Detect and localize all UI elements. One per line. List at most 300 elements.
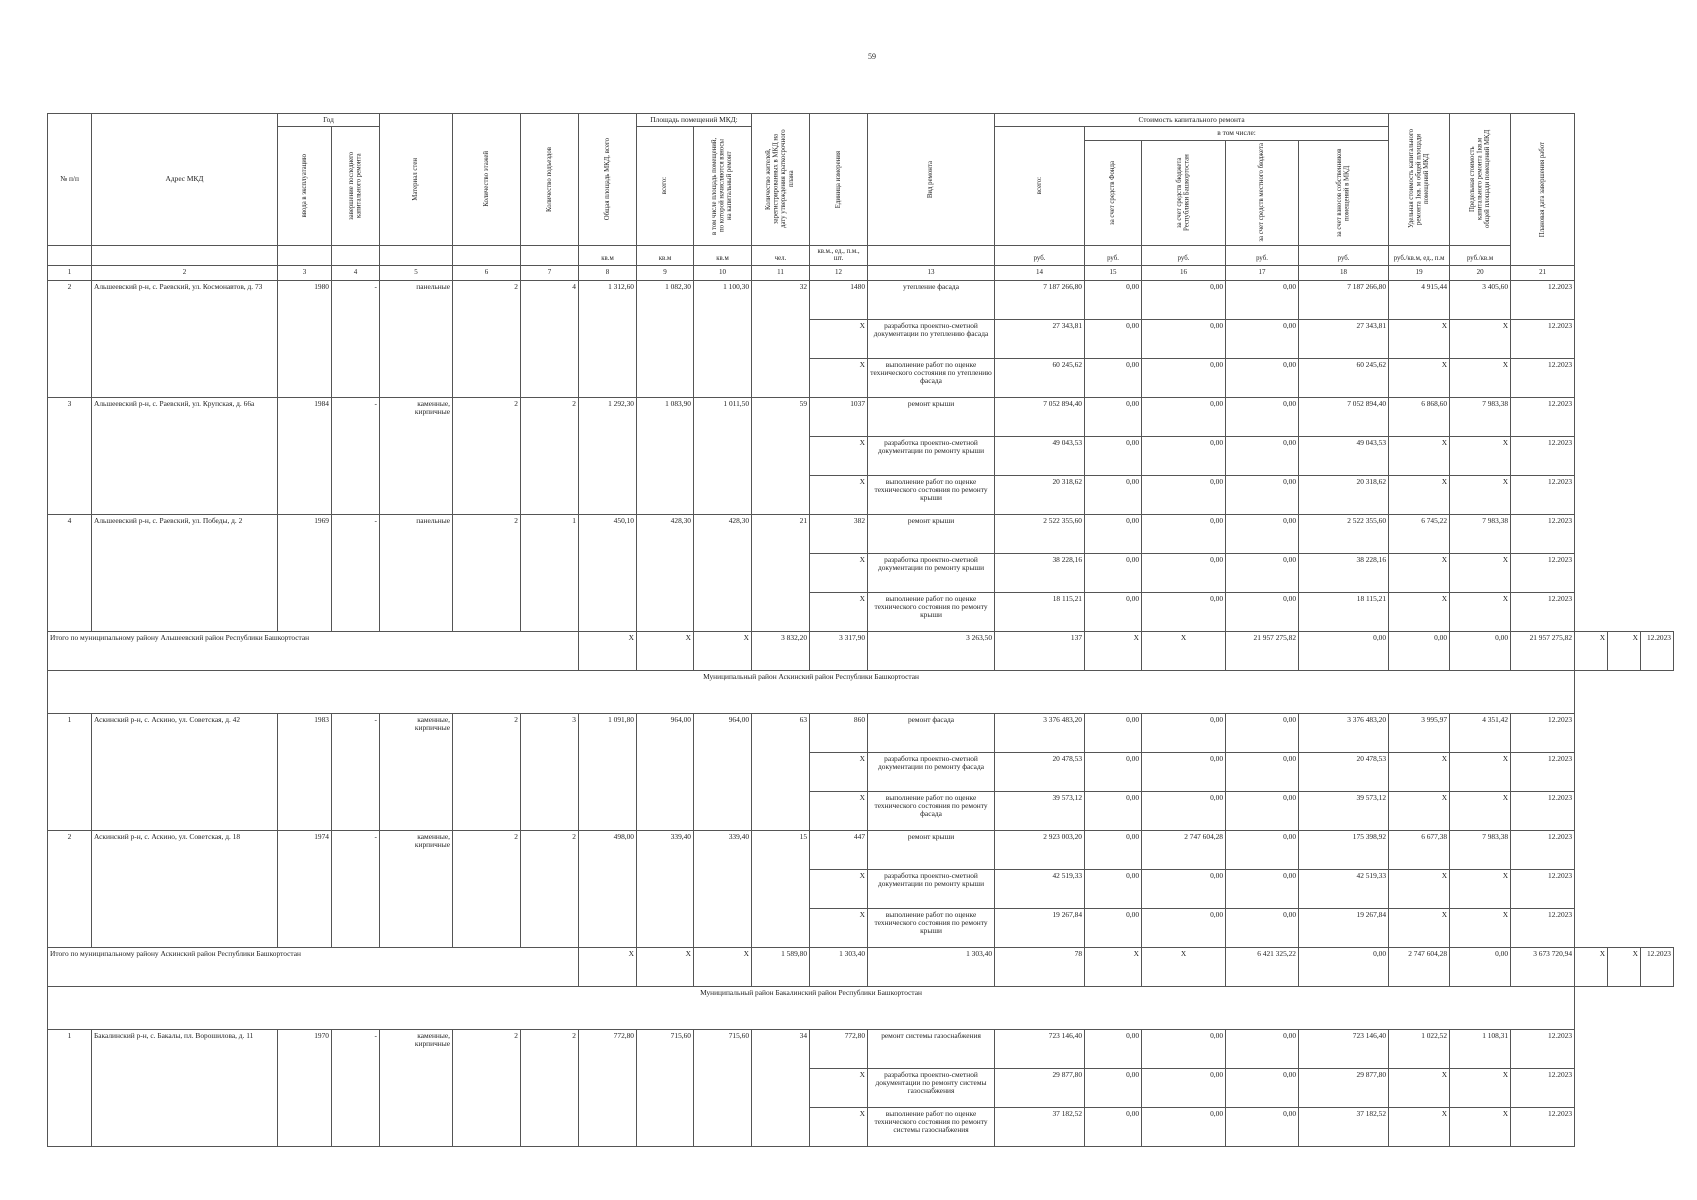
plan-date: 12.2023 (1511, 752, 1575, 791)
unit-cell: чел. (752, 245, 810, 265)
column-number: 21 (1511, 265, 1575, 280)
cost-owners: 39 573,12 (1299, 791, 1389, 830)
entrances: 2 (521, 1029, 579, 1146)
cost-owners: 7 052 894,40 (1299, 397, 1389, 436)
entrances: 2 (521, 397, 579, 514)
unit-cell (48, 245, 92, 265)
col-cost-republic-header: за счет средств бюджета Республики Башкортостан (1142, 140, 1226, 245)
plan-date: 12.2023 (1511, 553, 1575, 592)
house-address: Бакалинский р-н, с. Бакалы, пл. Ворошилова, д. 11 (92, 1029, 278, 1146)
unit-value: X (810, 319, 868, 358)
unit-value: X (810, 869, 868, 908)
cost-owners: 175 398,92 (1299, 830, 1389, 869)
col-premises-group-header: Площадь помещений МКД: (637, 114, 752, 127)
residents: 63 (752, 713, 810, 830)
cost-fund: 0,00 (1085, 791, 1142, 830)
col-max-cost-header: Предельная стоимость капитального ремонта 1кв.м общей площади помещений МКД (1450, 114, 1511, 246)
max-cost: 7 983,38 (1450, 830, 1511, 869)
col-incl-header: в том числе: (1085, 127, 1389, 140)
year-last-repair: - (332, 514, 380, 631)
house-address: Альшеевский р-н, с. Раевский, ул. Крупская, д. 66а (92, 397, 278, 514)
unit-cost: X (1389, 592, 1450, 631)
unit-cell (332, 245, 380, 265)
house-row (48, 830, 1674, 869)
plan-date: 12.2023 (1511, 1107, 1575, 1146)
unit-value: X (810, 553, 868, 592)
wall-material: каменные, кирпичные (380, 397, 453, 514)
cost-republic: 0,00 (1142, 1068, 1226, 1107)
cost-total: 60 245,62 (995, 358, 1085, 397)
repair-type: выполнение работ по оценке технического состояния по ремонту фасада (868, 791, 995, 830)
premises-contrib: 428,30 (694, 514, 752, 631)
cost-total: 6 421 325,22 (1226, 947, 1299, 986)
cost-local: 0,00 (1226, 869, 1299, 908)
cost-republic: 0,00 (1142, 869, 1226, 908)
cost-local: 0,00 (1226, 514, 1299, 553)
residents: 15 (752, 830, 810, 947)
district-total-label: Итого по муниципальному району Альшеевский район Республики Башкортостан (48, 631, 579, 670)
repair-type: выполнение работ по оценке технического состояния по утеплению фасада (868, 358, 995, 397)
year-commission: 1970 (278, 1029, 332, 1146)
col-premises-contrib-header: в том числе площадь помещений, по которой начисляются взносы на капитальный ремонт (694, 127, 752, 245)
unit-cell (453, 245, 521, 265)
entrances: 1 (521, 514, 579, 631)
cost-republic: 0,00 (1142, 1029, 1226, 1068)
cost-republic: 0,00 (1142, 908, 1226, 947)
unit-value: 382 (810, 514, 868, 553)
row-number: 1 (48, 1029, 92, 1146)
plan-date: 12.2023 (1641, 631, 1674, 670)
premises-contrib: 964,00 (694, 713, 752, 830)
house-address: Альшеевский р-н, с. Раевский, ул. Космонавтов, д. 73 (92, 280, 278, 397)
repair-type: ремонт крыши (868, 830, 995, 869)
plan-date: 12.2023 (1511, 713, 1575, 752)
year-last-repair: - (332, 1029, 380, 1146)
cost-fund: 0,00 (1085, 1107, 1142, 1146)
cost-total: 39 573,12 (995, 791, 1085, 830)
cost-owners: 37 182,52 (1299, 1107, 1389, 1146)
cost-total: 3 376 483,20 (995, 713, 1085, 752)
column-number: 18 (1299, 265, 1389, 280)
column-number: 16 (1142, 265, 1226, 280)
cost-owners: 3 376 483,20 (1299, 713, 1389, 752)
unit-value: X (810, 791, 868, 830)
premises-total: 428,30 (637, 514, 694, 631)
cost-total: 21 957 275,82 (1226, 631, 1299, 670)
column-number: 12 (810, 265, 868, 280)
unit-cost: X (1389, 791, 1450, 830)
total-area: 3 832,20 (752, 631, 810, 670)
unit-cost: 4 915,44 (1389, 280, 1450, 319)
entrances: 4 (521, 280, 579, 397)
district-section-row (48, 670, 1674, 713)
column-number-row (48, 265, 1674, 280)
cost-local: 0,00 (1226, 713, 1299, 752)
plan-date: 12.2023 (1641, 947, 1674, 986)
unit-cell (380, 245, 453, 265)
wall-material: X (694, 631, 752, 670)
cost-total: 723 146,40 (995, 1029, 1085, 1068)
column-number: 9 (637, 265, 694, 280)
column-number: 10 (694, 265, 752, 280)
district-section-title: Муниципальный район Бакалинский район Республики Башкортостан (48, 986, 1575, 1029)
cost-fund: 0,00 (1085, 830, 1142, 869)
plan-date: 12.2023 (1511, 592, 1575, 631)
cost-local: 0,00 (1226, 553, 1299, 592)
unit-cost: 6 868,60 (1389, 397, 1450, 436)
max-cost: 7 983,38 (1450, 397, 1511, 436)
plan-date: 12.2023 (1511, 514, 1575, 553)
cost-total: 37 182,52 (995, 1107, 1085, 1146)
plan-date: 12.2023 (1511, 358, 1575, 397)
unit-cell: руб. (1299, 245, 1389, 265)
year-commission: X (579, 947, 637, 986)
cost-local: 0,00 (1226, 280, 1299, 319)
cost-local: 0,00 (1226, 319, 1299, 358)
unit-cost: X (1389, 1068, 1450, 1107)
plan-date: 12.2023 (1511, 830, 1575, 869)
plan-date: 12.2023 (1511, 1068, 1575, 1107)
cost-republic: 0,00 (1142, 791, 1226, 830)
col-wall-material-header: Материал стен (380, 114, 453, 246)
cost-owners: 20 318,62 (1299, 475, 1389, 514)
cost-total: 7 187 266,80 (995, 280, 1085, 319)
cost-local: 0,00 (1226, 1068, 1299, 1107)
floors: 2 (453, 830, 521, 947)
plan-date: 12.2023 (1511, 436, 1575, 475)
max-cost: X (1450, 752, 1511, 791)
col-floors-header: Количество этажей (453, 114, 521, 246)
repair-type: разработка проектно-сметной документации по ремонту крыши (868, 436, 995, 475)
unit-cost: X (1389, 752, 1450, 791)
max-cost: 7 983,38 (1450, 514, 1511, 553)
total-area: 1 312,60 (579, 280, 637, 397)
unit-cell (521, 245, 579, 265)
max-cost: X (1608, 947, 1641, 986)
row-number: 2 (48, 280, 92, 397)
cost-republic: 0,00 (1142, 713, 1226, 752)
page-number: 59 (868, 52, 876, 61)
plan-date: 12.2023 (1511, 280, 1575, 319)
cost-republic: 0,00 (1142, 319, 1226, 358)
cost-owners: 3 673 720,94 (1511, 947, 1575, 986)
unit-value: X (810, 908, 868, 947)
cost-local: 0,00 (1226, 436, 1299, 475)
year-commission: 1980 (278, 280, 332, 397)
wall-material: X (694, 947, 752, 986)
house-row (48, 514, 1674, 553)
unit-cost: X (1389, 553, 1450, 592)
max-cost: X (1450, 553, 1511, 592)
plan-date: 12.2023 (1511, 397, 1575, 436)
year-last-repair: X (637, 631, 694, 670)
cost-owners: 49 043,53 (1299, 436, 1389, 475)
cost-total: 38 228,16 (995, 553, 1085, 592)
repair-plan-table (47, 113, 1674, 1147)
unit-value: X (810, 436, 868, 475)
row-number: 3 (48, 397, 92, 514)
col-address-header: Адрес МКД (92, 114, 278, 246)
cost-republic: 0,00 (1142, 475, 1226, 514)
col-cost-fund-header: за счет средств Фонда (1085, 140, 1142, 245)
col-premises-total-header: всего: (637, 127, 694, 245)
cost-fund: 0,00 (1299, 631, 1389, 670)
cost-owners: 18 115,21 (1299, 592, 1389, 631)
wall-material: панельные (380, 280, 453, 397)
cost-total: 42 519,33 (995, 869, 1085, 908)
district-total-row (48, 947, 1674, 986)
cost-republic: 0,00 (1389, 631, 1450, 670)
residents: 32 (752, 280, 810, 397)
total-area: 1 292,30 (579, 397, 637, 514)
repair-type: разработка проектно-сметной документации по ремонту крыши (868, 553, 995, 592)
premises-total: 3 317,90 (810, 631, 868, 670)
unit-cost: X (1389, 475, 1450, 514)
unit-cell: кв.м (579, 245, 637, 265)
cost-local: 0,00 (1226, 908, 1299, 947)
cost-fund: 0,00 (1085, 319, 1142, 358)
wall-material: каменные, кирпичные (380, 830, 453, 947)
unit-value: X (810, 475, 868, 514)
repair-type: разработка проектно-сметной документации по ремонту фасада (868, 752, 995, 791)
cost-owners: 38 228,16 (1299, 553, 1389, 592)
col-entrances-header: Количество подъездов (521, 114, 579, 246)
wall-material: каменные, кирпичные (380, 713, 453, 830)
residents: 137 (995, 631, 1085, 670)
repair-type: разработка проектно-сметной документации по утеплению фасада (868, 319, 995, 358)
col-repair-type-header: Вид ремонта (868, 114, 995, 246)
cost-owners: 21 957 275,82 (1511, 631, 1575, 670)
total-area: 1 091,80 (579, 713, 637, 830)
cost-local: 0,00 (1226, 1107, 1299, 1146)
premises-total: 715,60 (637, 1029, 694, 1146)
year-commission: 1969 (278, 514, 332, 631)
cost-fund: 0,00 (1085, 280, 1142, 319)
premises-contrib: 715,60 (694, 1029, 752, 1146)
house-row (48, 280, 1674, 319)
cost-owners: 20 478,53 (1299, 752, 1389, 791)
cost-local: 0,00 (1226, 1029, 1299, 1068)
cost-fund: 0,00 (1085, 358, 1142, 397)
cost-total: 2 522 355,60 (995, 514, 1085, 553)
column-number: 14 (995, 265, 1085, 280)
floors: 2 (453, 514, 521, 631)
floors: 2 (453, 397, 521, 514)
house-row (48, 713, 1674, 752)
district-section-row (48, 986, 1674, 1029)
cost-owners: 723 146,40 (1299, 1029, 1389, 1068)
unit-cost: X (1389, 869, 1450, 908)
unit-cell: руб./кв.м, ед., п.м (1389, 245, 1450, 265)
unit-cell: руб. (1085, 245, 1142, 265)
year-commission: 1974 (278, 830, 332, 947)
premises-contrib: 1 011,50 (694, 397, 752, 514)
cost-fund: 0,00 (1085, 553, 1142, 592)
residents: 78 (995, 947, 1085, 986)
unit-value: 1480 (810, 280, 868, 319)
col-year-commission-header: ввода в эксплуатацию (278, 127, 332, 245)
unit-cost: 6 745,22 (1389, 514, 1450, 553)
capital-repair-plan-sheet (47, 113, 1674, 1147)
max-cost: X (1450, 791, 1511, 830)
cost-fund: 0,00 (1085, 514, 1142, 553)
cost-owners: 19 267,84 (1299, 908, 1389, 947)
cost-local: 0,00 (1226, 358, 1299, 397)
cost-owners: 42 519,33 (1299, 869, 1389, 908)
repair-type: утепление фасада (868, 280, 995, 319)
cost-local: 0,00 (1226, 475, 1299, 514)
premises-total: 1 303,40 (810, 947, 868, 986)
unit-cell: руб./кв.м (1450, 245, 1511, 265)
max-cost: 3 405,60 (1450, 280, 1511, 319)
repair-type: X (1142, 947, 1226, 986)
unit-cell: руб. (1226, 245, 1299, 265)
unit-cell (92, 245, 278, 265)
district-section-title: Муниципальный район Аскинский район Республики Башкортостан (48, 670, 1575, 713)
year-commission: X (579, 631, 637, 670)
year-last-repair: - (332, 830, 380, 947)
unit-cost: X (1575, 631, 1608, 670)
col-year-group-header: Год (278, 114, 380, 127)
house-address: Аскинский р-н, с. Аскино, ул. Советская, д. 42 (92, 713, 278, 830)
repair-type: разработка проектно-сметной документации по ремонту крыши (868, 869, 995, 908)
cost-total: 2 923 003,20 (995, 830, 1085, 869)
col-total-area-header: Общая площадь МКД, всего (579, 114, 637, 246)
column-number: 5 (380, 265, 453, 280)
unit-value: 1037 (810, 397, 868, 436)
premises-contrib: 339,40 (694, 830, 752, 947)
cost-total: 20 318,62 (995, 475, 1085, 514)
col-plan-date-header: Плановая дата завершения работ (1511, 114, 1575, 266)
premises-contrib: 3 263,50 (868, 631, 995, 670)
column-number: 2 (92, 265, 278, 280)
total-area: 1 589,80 (752, 947, 810, 986)
col-cost-local-header: за счет средств местного бюджета (1226, 140, 1299, 245)
house-row (48, 397, 1674, 436)
unit-value: X (1085, 947, 1142, 986)
unit-cell: кв.м (637, 245, 694, 265)
premises-total: 964,00 (637, 713, 694, 830)
total-area: 498,00 (579, 830, 637, 947)
cost-total: 19 267,84 (995, 908, 1085, 947)
house-address: Альшеевский р-н, с. Раевский, ул. Победы, д. 2 (92, 514, 278, 631)
row-number: 2 (48, 830, 92, 947)
cost-republic: 2 747 604,28 (1389, 947, 1450, 986)
cost-fund: 0,00 (1085, 713, 1142, 752)
unit-value: X (1085, 631, 1142, 670)
premises-contrib: 1 303,40 (868, 947, 995, 986)
repair-type: ремонт крыши (868, 397, 995, 436)
year-last-repair: X (637, 947, 694, 986)
entrances: 2 (521, 830, 579, 947)
max-cost: 1 108,31 (1450, 1029, 1511, 1068)
unit-value: X (810, 752, 868, 791)
cost-local: 0,00 (1450, 947, 1511, 986)
district-total-row (48, 631, 1674, 670)
row-number: 1 (48, 713, 92, 830)
unit-cost: 3 995,97 (1389, 713, 1450, 752)
cost-fund: 0,00 (1085, 869, 1142, 908)
col-cost-group-header: Стоимость капитального ремонта (995, 114, 1389, 127)
cost-total: 18 115,21 (995, 592, 1085, 631)
cost-local: 0,00 (1226, 791, 1299, 830)
cost-total: 27 343,81 (995, 319, 1085, 358)
year-commission: 1983 (278, 713, 332, 830)
floors: 2 (453, 280, 521, 397)
unit-cost: X (1389, 908, 1450, 947)
house-address: Аскинский р-н, с. Аскино, ул. Советская, д. 18 (92, 830, 278, 947)
unit-cell: руб. (1142, 245, 1226, 265)
entrances: 3 (521, 713, 579, 830)
residents: 34 (752, 1029, 810, 1146)
cost-total: 49 043,53 (995, 436, 1085, 475)
col-residents-header: Количество жителей, зарегистрированных в МКД на дату утверждения краткосрочного плана (752, 114, 810, 246)
table-body (48, 280, 1674, 1146)
total-area: 772,80 (579, 1029, 637, 1146)
plan-date: 12.2023 (1511, 908, 1575, 947)
cost-total: 29 877,80 (995, 1068, 1085, 1107)
cost-fund: 0,00 (1085, 397, 1142, 436)
max-cost: X (1608, 631, 1641, 670)
year-last-repair: - (332, 397, 380, 514)
floors: 2 (453, 713, 521, 830)
col-unit-header: Единица измерения (810, 114, 868, 246)
column-number: 11 (752, 265, 810, 280)
unit-value: 860 (810, 713, 868, 752)
cost-fund: 0,00 (1085, 475, 1142, 514)
unit-cell: кв.м (694, 245, 752, 265)
cost-local: 0,00 (1226, 592, 1299, 631)
floors: 2 (453, 1029, 521, 1146)
cost-total: 7 052 894,40 (995, 397, 1085, 436)
repair-type: выполнение работ по оценке технического состояния по ремонту крыши (868, 592, 995, 631)
wall-material: каменные, кирпичные (380, 1029, 453, 1146)
cost-republic: 0,00 (1142, 592, 1226, 631)
unit-cell: руб. (995, 245, 1085, 265)
unit-cell (278, 245, 332, 265)
district-total-label: Итого по муниципальному району Аскинский район Республики Башкортостан (48, 947, 579, 986)
column-number: 13 (868, 265, 995, 280)
cost-republic: 0,00 (1142, 514, 1226, 553)
max-cost: X (1450, 319, 1511, 358)
column-number: 4 (332, 265, 380, 280)
cost-fund: 0,00 (1085, 1029, 1142, 1068)
repair-type: ремонт фасада (868, 713, 995, 752)
plan-date: 12.2023 (1511, 791, 1575, 830)
plan-date: 12.2023 (1511, 869, 1575, 908)
unit-cost: 6 677,38 (1389, 830, 1450, 869)
cost-owners: 60 245,62 (1299, 358, 1389, 397)
cost-fund: 0,00 (1085, 908, 1142, 947)
cost-republic: 0,00 (1142, 280, 1226, 319)
repair-type: выполнение работ по оценке технического состояния по ремонту крыши (868, 908, 995, 947)
max-cost: X (1450, 475, 1511, 514)
cost-local: 0,00 (1226, 830, 1299, 869)
premises-total: 1 082,30 (637, 280, 694, 397)
cost-total: 20 478,53 (995, 752, 1085, 791)
unit-value: 772,80 (810, 1029, 868, 1068)
column-number: 1 (48, 265, 92, 280)
cost-republic: 0,00 (1142, 436, 1226, 475)
repair-type: разработка проектно-сметной документации по ремонту системы газоснабжения (868, 1068, 995, 1107)
unit-value: 447 (810, 830, 868, 869)
max-cost: X (1450, 1068, 1511, 1107)
cost-fund: 0,00 (1085, 592, 1142, 631)
cost-republic: 0,00 (1142, 397, 1226, 436)
year-commission: 1984 (278, 397, 332, 514)
unit-value: X (810, 1068, 868, 1107)
max-cost: 4 351,42 (1450, 713, 1511, 752)
